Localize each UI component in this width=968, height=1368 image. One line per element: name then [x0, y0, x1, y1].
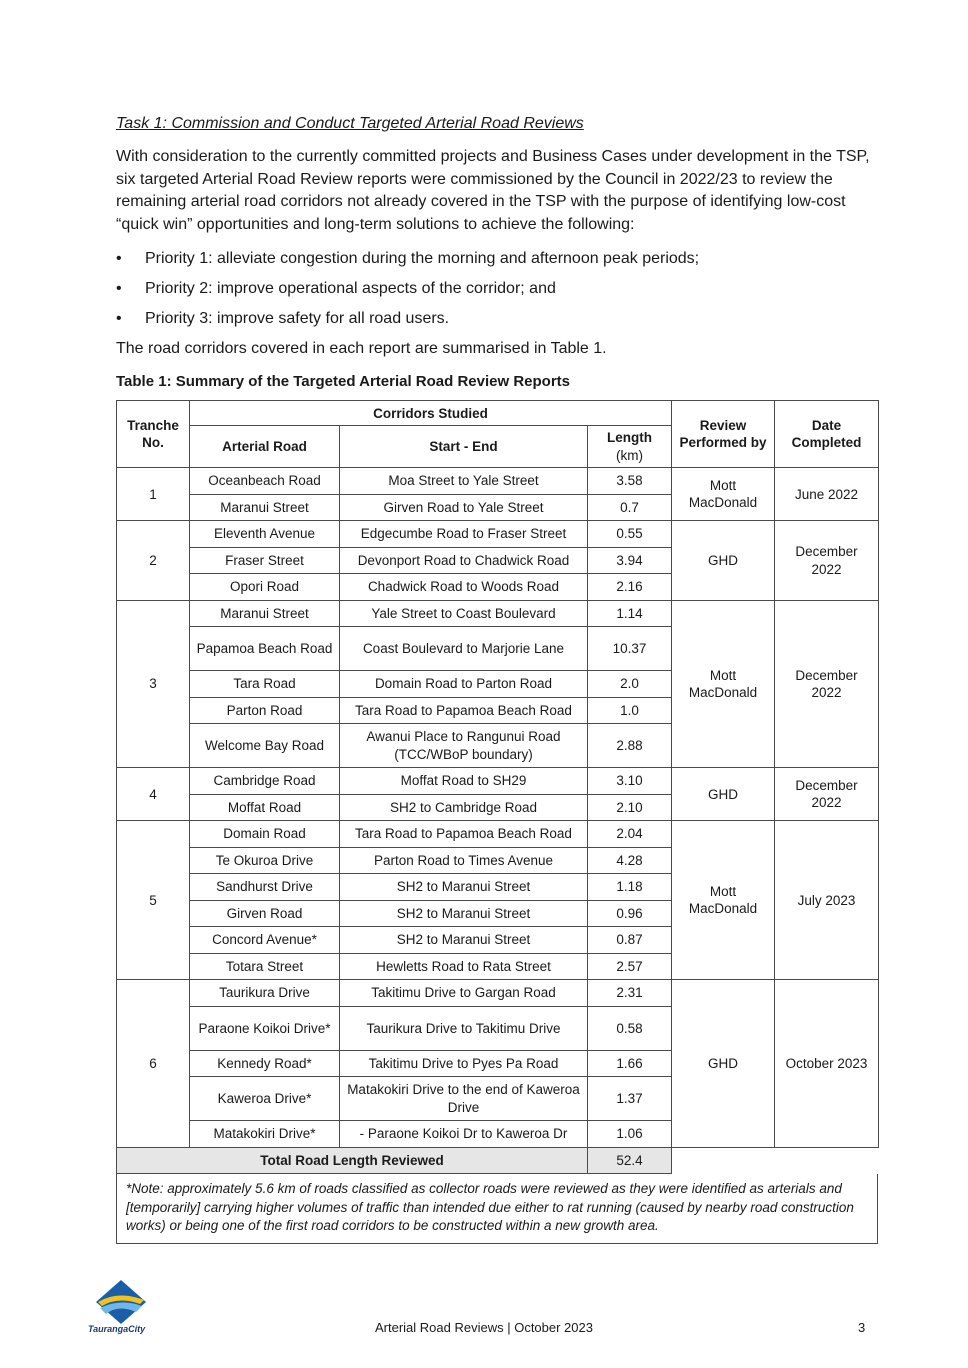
length-cell: 1.37: [588, 1077, 672, 1121]
arterial-road-cell: Eleventh Avenue: [190, 521, 340, 548]
priority-item: • Priority 2: improve operational aspects of the corridor; and: [116, 278, 878, 300]
total-label: Total Road Length Reviewed: [117, 1147, 588, 1174]
arterial-road-cell: Kaweroa Drive*: [190, 1077, 340, 1121]
length-cell: 2.0: [588, 671, 672, 698]
header-length-label: Length: [607, 430, 652, 446]
table-body: [117, 468, 879, 1174]
length-cell: 2.10: [588, 794, 672, 821]
header-arterial-road: Arterial Road: [190, 426, 340, 468]
review-performed-by: Mott MacDonald: [672, 468, 775, 521]
length-cell: 2.31: [588, 980, 672, 1007]
date-completed: October 2023: [775, 980, 879, 1148]
date-completed: December 2022: [775, 521, 879, 601]
arterial-road-cell: Oceanbeach Road: [190, 468, 340, 495]
length-cell: 2.57: [588, 953, 672, 980]
arterial-road-cell: Taurikura Drive: [190, 980, 340, 1007]
start-end-cell: Matakokiri Drive to the end of Kaweroa Drive: [340, 1077, 588, 1121]
start-end-cell: Chadwick Road to Woods Road: [340, 574, 588, 601]
length-cell: 0.58: [588, 1006, 672, 1050]
start-end-cell: Moffat Road to SH29: [340, 768, 588, 795]
start-end-cell: Girven Road to Yale Street: [340, 494, 588, 521]
header-date: Date Completed: [775, 401, 879, 468]
priority-list: [116, 248, 878, 330]
start-end-cell: Yale Street to Coast Boulevard: [340, 600, 588, 627]
review-summary-table: [116, 400, 879, 1174]
start-end-cell: Awanui Place to Rangunui Road (TCC/WBoP boundary): [340, 724, 588, 768]
start-end-cell: Tara Road to Papamoa Beach Road: [340, 821, 588, 848]
date-completed: July 2023: [775, 821, 879, 980]
length-cell: 0.55: [588, 521, 672, 548]
summary-paragraph: The road corridors covered in each report are summarised in Table 1.: [116, 340, 607, 358]
tranche-number: 3: [117, 600, 190, 768]
tranche-number: 4: [117, 768, 190, 821]
table-row: [117, 468, 879, 495]
start-end-cell: Moa Street to Yale Street: [340, 468, 588, 495]
total-value: 52.4: [588, 1147, 672, 1174]
header-length: [588, 426, 672, 468]
intro-paragraph: With consideration to the currently committed projects and Business Cases under development in the TSP, six targeted Arterial Road Review reports were commissioned by the Council in 2022/23 to review the remaining arterial road corridors not already covered in the TSP with the purpose of identifying low-cost “quick win” opportunities and long-term solutions to achieve the following:: [116, 148, 870, 233]
table-row: [117, 521, 879, 548]
review-performed-by: GHD: [672, 521, 775, 601]
length-cell: 0.7: [588, 494, 672, 521]
arterial-road-cell: Totara Street: [190, 953, 340, 980]
arterial-road-cell: Maranui Street: [190, 600, 340, 627]
length-cell: 10.37: [588, 627, 672, 671]
review-performed-by: GHD: [672, 980, 775, 1148]
length-cell: 3.10: [588, 768, 672, 795]
arterial-road-cell: Papamoa Beach Road: [190, 627, 340, 671]
arterial-road-cell: Tara Road: [190, 671, 340, 698]
arterial-road-cell: Maranui Street: [190, 494, 340, 521]
length-cell: 4.28: [588, 847, 672, 874]
document-page: [116, 112, 878, 1244]
header-review: Review Performed by: [672, 401, 775, 468]
arterial-road-cell: Concord Avenue*: [190, 927, 340, 954]
length-cell: 0.96: [588, 900, 672, 927]
length-cell: 1.66: [588, 1050, 672, 1077]
total-blank-cell: [672, 1147, 879, 1174]
start-end-cell: - Paraone Koikoi Dr to Kaweroa Dr: [340, 1121, 588, 1148]
start-end-cell: Taurikura Drive to Takitimu Drive: [340, 1006, 588, 1050]
arterial-road-cell: Fraser Street: [190, 547, 340, 574]
logo-wordmark: TaurangaCity: [88, 1324, 146, 1334]
review-performed-by: GHD: [672, 768, 775, 821]
length-cell: 2.04: [588, 821, 672, 848]
priority-item: • Priority 1: alleviate congestion during the morning and afternoon peak periods;: [116, 248, 878, 270]
start-end-cell: SH2 to Maranui Street: [340, 874, 588, 901]
start-end-cell: Takitimu Drive to Pyes Pa Road: [340, 1050, 588, 1077]
date-completed: December 2022: [775, 768, 879, 821]
start-end-cell: SH2 to Cambridge Road: [340, 794, 588, 821]
start-end-cell: Edgecumbe Road to Fraser Street: [340, 521, 588, 548]
review-performed-by: Mott MacDonald: [672, 600, 775, 768]
start-end-cell: Hewletts Road to Rata Street: [340, 953, 588, 980]
table-row: [117, 980, 879, 1007]
start-end-cell: Domain Road to Parton Road: [340, 671, 588, 698]
start-end-cell: Coast Boulevard to Marjorie Lane: [340, 627, 588, 671]
page-number: 3: [858, 1320, 866, 1335]
start-end-cell: Takitimu Drive to Gargan Road: [340, 980, 588, 1007]
table-caption: Table 1: Summary of the Targeted Arterial Road Review Reports: [116, 373, 570, 391]
start-end-cell: Devonport Road to Chadwick Road: [340, 547, 588, 574]
arterial-road-cell: Girven Road: [190, 900, 340, 927]
length-cell: 0.87: [588, 927, 672, 954]
table-row: [117, 821, 879, 848]
start-end-cell: SH2 to Maranui Street: [340, 927, 588, 954]
length-cell: 2.88: [588, 724, 672, 768]
arterial-road-cell: Domain Road: [190, 821, 340, 848]
header-corridors: Corridors Studied: [190, 401, 672, 426]
footer-title: Arterial Road Reviews | October 2023: [375, 1320, 593, 1335]
table-row: [117, 600, 879, 627]
table-row: [117, 768, 879, 795]
arterial-road-cell: Sandhurst Drive: [190, 874, 340, 901]
arterial-road-cell: Opori Road: [190, 574, 340, 601]
date-completed: December 2022: [775, 600, 879, 768]
header-tranche: Tranche No.: [117, 401, 190, 468]
header-start-end: Start - End: [340, 426, 588, 468]
length-cell: 3.94: [588, 547, 672, 574]
tranche-number: 2: [117, 521, 190, 601]
length-cell: 1.14: [588, 600, 672, 627]
length-cell: 1.18: [588, 874, 672, 901]
priority-item: • Priority 3: improve safety for all road users.: [116, 308, 878, 330]
length-cell: 1.0: [588, 697, 672, 724]
tranche-number: 6: [117, 980, 190, 1148]
table-note: *Note: approximately 5.6 km of roads classified as collector roads were reviewed as they were identified as arterials and [temporarily] carrying higher volumes of traffic than intended due either to rat running (caused by nearby road construction works) or being one of the first road corridors to be constructed within a new growth area.: [116, 1174, 878, 1244]
length-cell: 3.58: [588, 468, 672, 495]
arterial-road-cell: Welcome Bay Road: [190, 724, 340, 768]
arterial-road-cell: Moffat Road: [190, 794, 340, 821]
start-end-cell: Tara Road to Papamoa Beach Road: [340, 697, 588, 724]
start-end-cell: SH2 to Maranui Street: [340, 900, 588, 927]
arterial-road-cell: Cambridge Road: [190, 768, 340, 795]
tranche-number: 5: [117, 821, 190, 980]
arterial-road-cell: Te Okuroa Drive: [190, 847, 340, 874]
header-length-unit: (km): [616, 447, 643, 463]
arterial-road-cell: Kennedy Road*: [190, 1050, 340, 1077]
review-performed-by: Mott MacDonald: [672, 821, 775, 980]
date-completed: June 2022: [775, 468, 879, 521]
length-cell: 1.06: [588, 1121, 672, 1148]
start-end-cell: Parton Road to Times Avenue: [340, 847, 588, 874]
total-row: [117, 1147, 879, 1174]
arterial-road-cell: Parton Road: [190, 697, 340, 724]
arterial-road-cell: Paraone Koikoi Drive*: [190, 1006, 340, 1050]
arterial-road-cell: Matakokiri Drive*: [190, 1121, 340, 1148]
tranche-number: 1: [117, 468, 190, 521]
length-cell: 2.16: [588, 574, 672, 601]
task-title: Task 1: Commission and Conduct Targeted Arterial Road Reviews: [116, 115, 584, 132]
